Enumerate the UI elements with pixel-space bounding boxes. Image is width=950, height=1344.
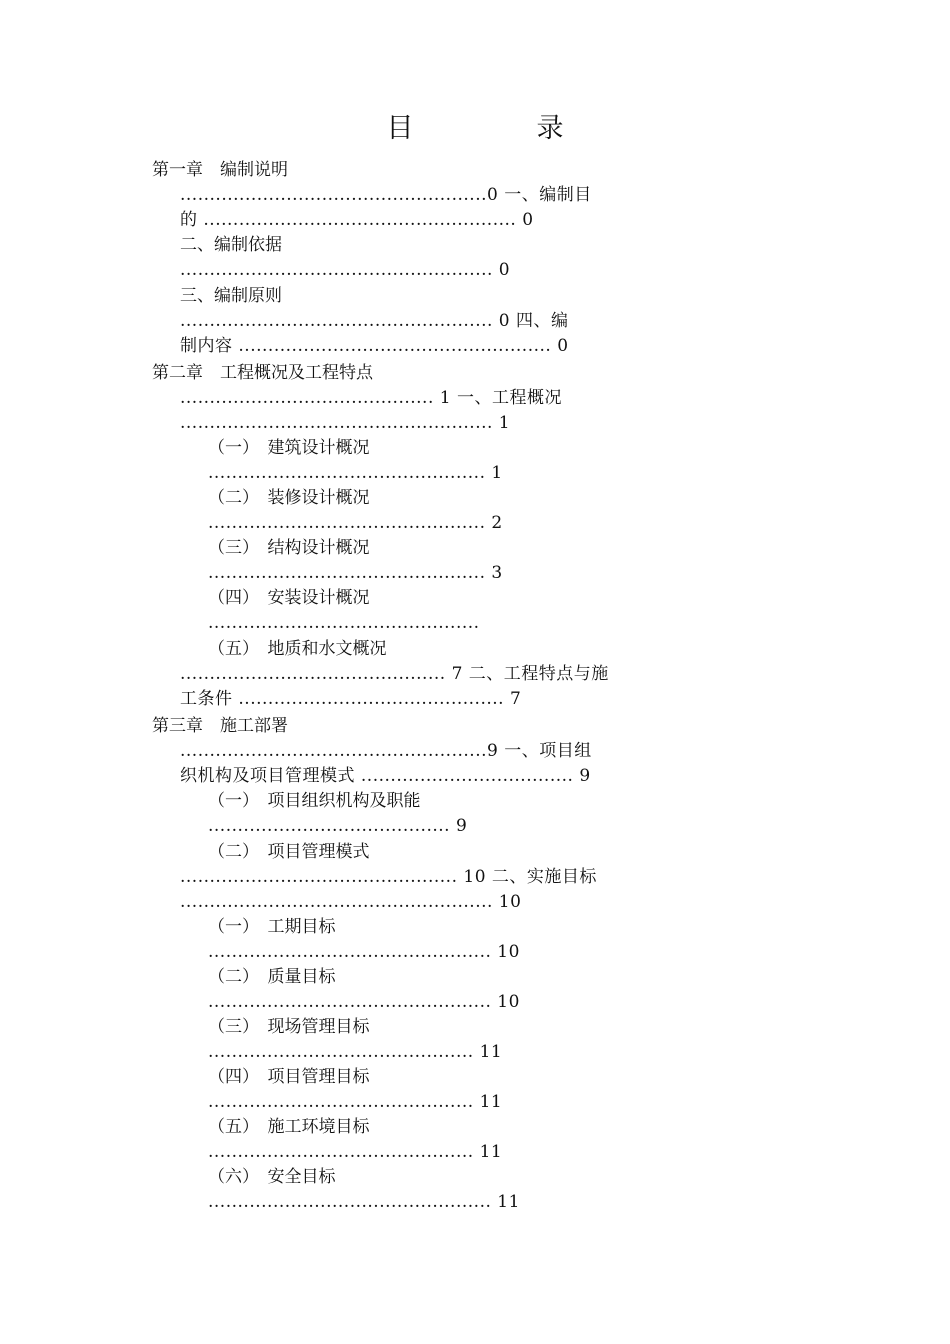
toc-entry: （三） 结构设计概况 [208,538,370,558]
toc-leader-line: ............................................... 10 二、实施目标 [180,867,597,887]
chapter-1-heading: 第一章 编制说明 [152,160,288,180]
toc-leader-line: 的 ..................................................... 0 [180,210,534,230]
toc-leader-line: ....................................................0 一、编制目 [180,185,592,205]
toc-leader-line: ............................................... 3 [208,563,503,583]
toc-entry: （六） 安全目标 [208,1167,336,1187]
toc-leader-line: ............................................. 11 [208,1042,503,1062]
toc-entry: （二） 装修设计概况 [208,488,370,508]
toc-leader-line: ............................................. 11 [208,1092,503,1112]
toc-leader-line: ..................................................... 10 [180,892,522,912]
chapter-2-heading: 第二章 工程概况及工程特点 [152,363,373,383]
toc-leader-line: ................................................ 10 [208,942,520,962]
toc-leader-line: 织机构及项目管理模式 .................................... 9 [180,766,591,786]
toc-leader-line: ......................................... 9 [208,816,468,836]
toc-entry: （五） 施工环境目标 [208,1117,370,1137]
toc-leader-line: ..................................................... 0 四、编 [180,311,569,331]
toc-entry: 三、编制原则 [180,286,282,306]
toc-leader-line: ................................................ 10 [208,992,520,1012]
toc-leader-line: .............................................. [208,613,480,633]
toc-entry: （四） 项目管理目标 [208,1067,370,1087]
chapter-3-heading: 第三章 施工部署 [152,716,288,736]
toc-leader-line: 工条件 ............................................. 7 [180,689,522,709]
toc-leader-line: ..................................................... 0 [180,260,511,280]
toc-leader-line: ............................................... 1 [208,463,503,483]
toc-leader-line: ....................................................9 一、项目组 [180,741,592,761]
toc-leader-line: ............................................. 7 二、工程特点与施 [180,664,609,684]
toc-entry: （一） 项目组织机构及职能 [208,791,421,811]
toc-entry: （二） 项目管理模式 [208,842,370,862]
toc-leader-line: 制内容 ..................................................... 0 [180,336,569,356]
toc-entry: （三） 现场管理目标 [208,1017,370,1037]
toc-leader-line: ..................................................... 1 [180,413,511,433]
toc-entry: （四） 安装设计概况 [208,588,370,608]
toc-entry: 二、编制依据 [180,235,282,255]
toc-leader-line: ................................................ 11 [208,1192,520,1212]
toc-leader-line: ........................................... 1 一、工程概况 [180,388,562,408]
toc-entry: （五） 地质和水文概况 [208,639,387,659]
toc-entry: （一） 建筑设计概况 [208,438,370,458]
toc-entry: （一） 工期目标 [208,917,336,937]
toc-leader-line: ............................................... 2 [208,513,503,533]
page-title: 目 录 [386,113,612,144]
toc-leader-line: ............................................. 11 [208,1142,503,1162]
toc-entry: （二） 质量目标 [208,967,336,987]
